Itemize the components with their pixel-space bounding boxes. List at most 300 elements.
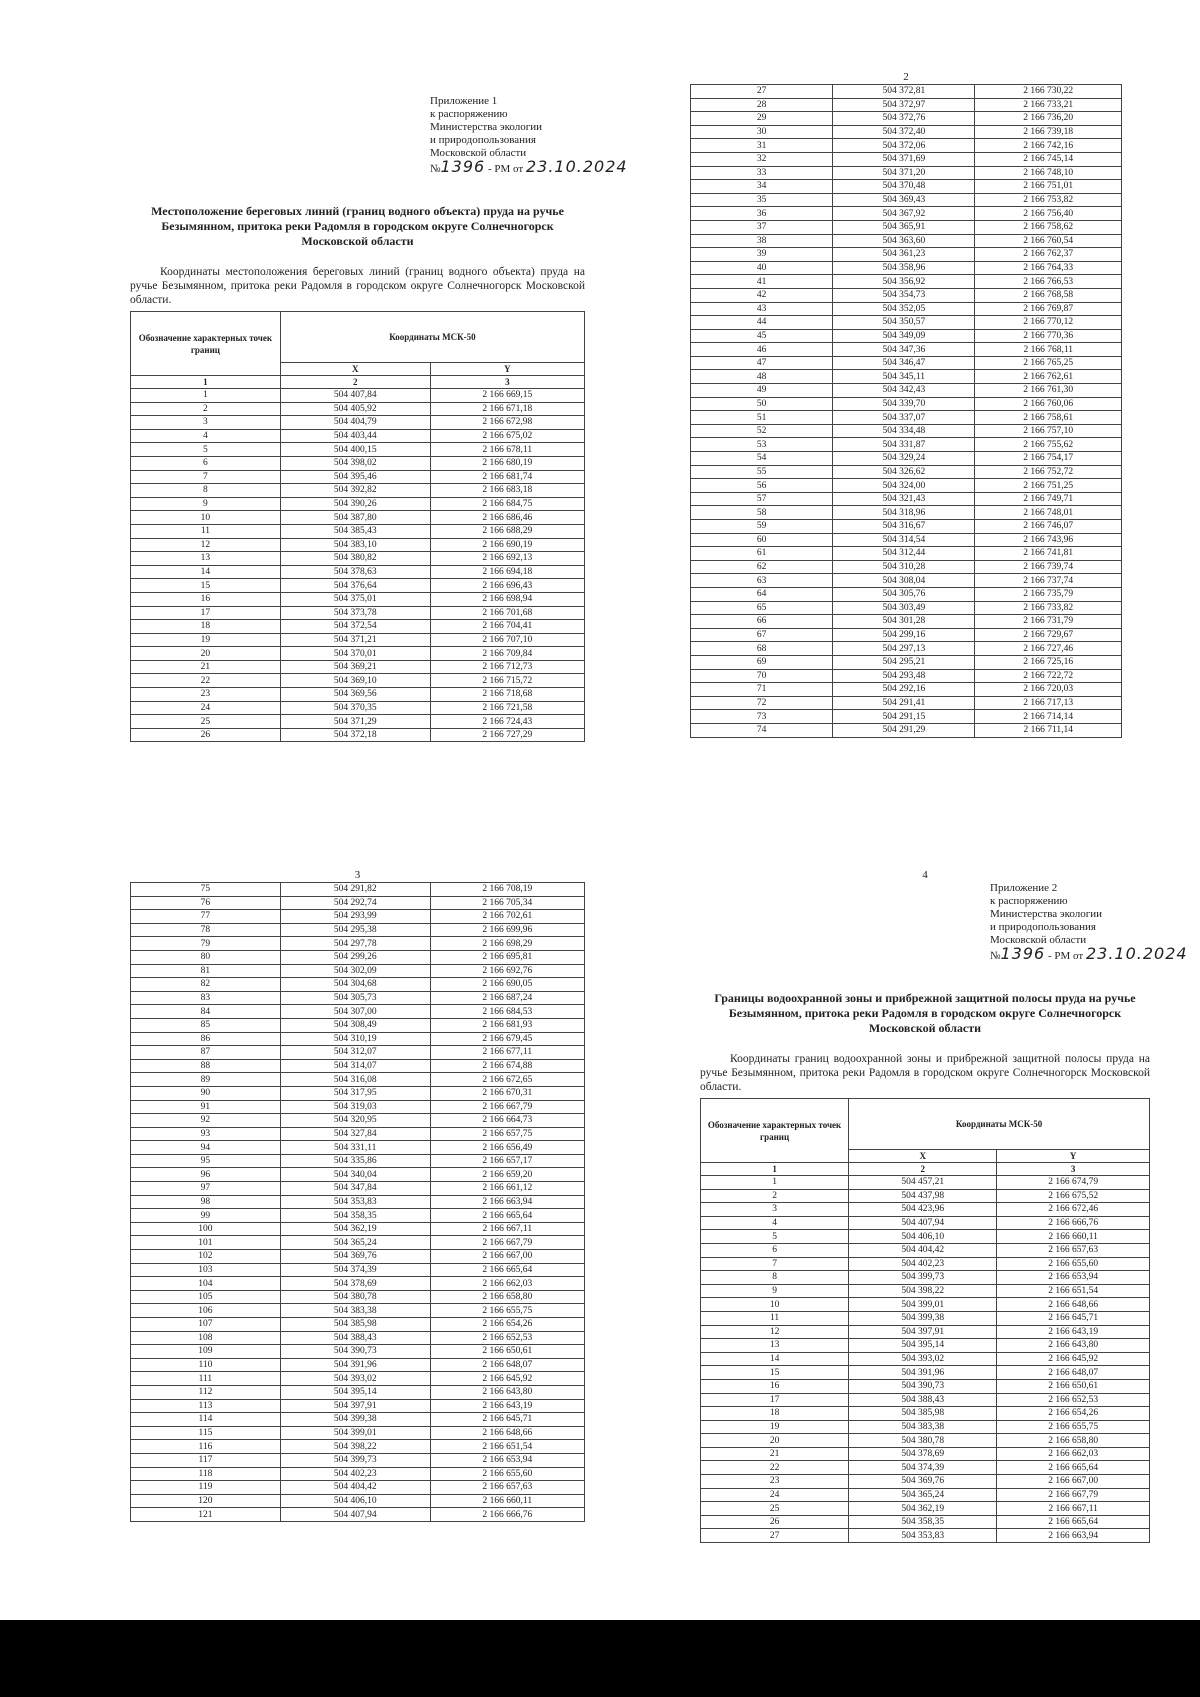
point-number-cell: 11 — [131, 524, 281, 538]
order-mid: - РМ от — [485, 163, 526, 175]
y-coordinate-cell: 2 166 665,64 — [430, 1263, 584, 1277]
x-coordinate-cell: 504 398,22 — [849, 1284, 997, 1298]
point-number-cell: 4 — [701, 1216, 849, 1230]
table-row — [691, 207, 1122, 221]
table-row — [131, 910, 585, 924]
x-coordinate-cell: 504 383,10 — [280, 538, 430, 552]
x-coordinate-cell: 504 399,38 — [280, 1413, 430, 1427]
x-coordinate-cell: 504 404,42 — [280, 1481, 430, 1495]
y-coordinate-cell: 2 166 688,29 — [430, 524, 584, 538]
x-coordinate-cell: 504 358,96 — [833, 261, 975, 275]
table-row — [691, 587, 1122, 601]
x-coordinate-cell: 504 407,94 — [280, 1508, 430, 1522]
y-coordinate-cell: 2 166 765,25 — [975, 356, 1122, 370]
x-coordinate-cell: 504 398,02 — [280, 456, 430, 470]
coordinates-table — [130, 882, 585, 1522]
x-coordinate-cell: 504 310,28 — [833, 560, 975, 574]
table-row — [701, 1298, 1150, 1312]
table-row — [131, 647, 585, 661]
table-row — [691, 85, 1122, 99]
x-coordinate-cell: 504 371,21 — [280, 633, 430, 647]
y-coordinate-cell: 2 166 684,75 — [430, 497, 584, 511]
y-coordinate-cell: 2 166 667,79 — [997, 1488, 1150, 1502]
y-coordinate-cell: 2 166 658,80 — [430, 1290, 584, 1304]
point-number-cell: 26 — [131, 728, 281, 742]
point-number-cell: 19 — [701, 1420, 849, 1434]
table-row — [691, 710, 1122, 724]
point-number-cell: 97 — [131, 1182, 281, 1196]
y-coordinate-cell: 2 166 684,53 — [430, 1005, 584, 1019]
point-number-cell: 83 — [131, 991, 281, 1005]
x-coordinate-cell: 504 369,21 — [280, 660, 430, 674]
point-number-cell: 74 — [691, 723, 833, 737]
table-row — [131, 1413, 585, 1427]
x-coordinate-cell: 504 307,00 — [280, 1005, 430, 1019]
table-row — [701, 1243, 1150, 1257]
x-coordinate-cell: 504 292,16 — [833, 683, 975, 697]
table-row — [691, 152, 1122, 166]
y-coordinate-cell: 2 166 760,06 — [975, 397, 1122, 411]
point-number-cell: 23 — [131, 688, 281, 702]
y-coordinate-cell: 2 166 762,61 — [975, 370, 1122, 384]
appendix-line: и природопользования — [990, 921, 1096, 933]
table-row — [131, 402, 585, 416]
table-row — [131, 1263, 585, 1277]
table-row — [701, 1284, 1150, 1298]
x-coordinate-cell: 504 362,19 — [849, 1502, 997, 1516]
table-row — [691, 411, 1122, 425]
y-coordinate-cell: 2 166 667,11 — [430, 1222, 584, 1236]
point-number-cell: 28 — [691, 98, 833, 112]
x-coordinate-cell: 504 385,43 — [280, 524, 430, 538]
point-number-cell: 108 — [131, 1331, 281, 1345]
x-coordinate-cell: 504 399,73 — [849, 1271, 997, 1285]
x-coordinate-cell: 504 423,96 — [849, 1203, 997, 1217]
table-row — [131, 1154, 585, 1168]
point-number-cell: 4 — [131, 429, 281, 443]
table-row — [691, 574, 1122, 588]
x-coordinate-cell: 504 385,98 — [280, 1318, 430, 1332]
point-number-cell: 29 — [691, 112, 833, 126]
col-header-point: Обозначение характерных точек границ — [701, 1099, 849, 1163]
y-coordinate-cell: 2 166 660,11 — [430, 1494, 584, 1508]
table-row — [701, 1176, 1150, 1190]
table-row — [131, 715, 585, 729]
point-number-cell: 101 — [131, 1236, 281, 1250]
point-number-cell: 21 — [131, 660, 281, 674]
page-4 — [700, 868, 1188, 1543]
intro-paragraph: Координаты местоположения береговых линий (границ водного объекта) пруда на ручье Безымянном, притока реки Радомля в городском округе Солнечногорск Московской области. — [130, 266, 585, 306]
col-number-2: 2 — [280, 376, 430, 389]
appendix-title: Приложение 1 — [430, 95, 498, 107]
x-coordinate-cell: 504 378,69 — [849, 1447, 997, 1461]
table-row — [701, 1325, 1150, 1339]
col-header-point: Обозначение характерных точек границ — [131, 312, 281, 376]
coordinates-table — [690, 84, 1122, 738]
y-coordinate-cell: 2 166 722,72 — [975, 669, 1122, 683]
x-coordinate-cell: 504 297,13 — [833, 642, 975, 656]
point-number-cell: 85 — [131, 1018, 281, 1032]
point-number-cell: 25 — [701, 1502, 849, 1516]
table-row — [701, 1420, 1150, 1434]
y-coordinate-cell: 2 166 675,02 — [430, 429, 584, 443]
table-row — [131, 978, 585, 992]
x-coordinate-cell: 504 374,39 — [849, 1461, 997, 1475]
table-row — [691, 139, 1122, 153]
table-row — [131, 1345, 585, 1359]
y-coordinate-cell: 2 166 677,11 — [430, 1046, 584, 1060]
table-row — [691, 465, 1122, 479]
point-number-cell: 98 — [131, 1195, 281, 1209]
point-number-cell: 34 — [691, 180, 833, 194]
point-number-cell: 31 — [691, 139, 833, 153]
y-coordinate-cell: 2 166 679,45 — [430, 1032, 584, 1046]
y-coordinate-cell: 2 166 758,62 — [975, 220, 1122, 234]
x-coordinate-cell: 504 392,82 — [280, 484, 430, 498]
table-row — [691, 166, 1122, 180]
x-coordinate-cell: 504 305,76 — [833, 587, 975, 601]
point-number-cell: 2 — [701, 1189, 849, 1203]
y-coordinate-cell: 2 166 690,05 — [430, 978, 584, 992]
point-number-cell: 1 — [701, 1176, 849, 1190]
y-coordinate-cell: 2 166 690,19 — [430, 538, 584, 552]
table-row — [691, 642, 1122, 656]
y-coordinate-cell: 2 166 648,07 — [997, 1366, 1150, 1380]
coordinates-table — [700, 1098, 1150, 1543]
x-coordinate-cell: 504 362,19 — [280, 1222, 430, 1236]
table-row — [131, 896, 585, 910]
y-coordinate-cell: 2 166 753,82 — [975, 193, 1122, 207]
x-coordinate-cell: 504 395,14 — [280, 1385, 430, 1399]
point-number-cell: 82 — [131, 978, 281, 992]
y-coordinate-cell: 2 166 769,87 — [975, 302, 1122, 316]
y-coordinate-cell: 2 166 666,76 — [430, 1508, 584, 1522]
point-number-cell: 7 — [701, 1257, 849, 1271]
y-coordinate-cell: 2 166 661,12 — [430, 1182, 584, 1196]
point-number-cell: 17 — [701, 1393, 849, 1407]
x-coordinate-cell: 504 337,07 — [833, 411, 975, 425]
table-row — [701, 1461, 1150, 1475]
point-number-cell: 40 — [691, 261, 833, 275]
table-row — [131, 579, 585, 593]
x-coordinate-cell: 504 407,84 — [280, 389, 430, 403]
col-header-y: Y — [997, 1150, 1150, 1163]
point-number-cell: 61 — [691, 547, 833, 561]
table-row — [131, 1304, 585, 1318]
x-coordinate-cell: 504 304,68 — [280, 978, 430, 992]
x-coordinate-cell: 504 374,39 — [280, 1263, 430, 1277]
x-coordinate-cell: 504 319,03 — [280, 1100, 430, 1114]
y-coordinate-cell: 2 166 650,61 — [430, 1345, 584, 1359]
table-row — [701, 1475, 1150, 1489]
y-coordinate-cell: 2 166 696,43 — [430, 579, 584, 593]
y-coordinate-cell: 2 166 748,01 — [975, 506, 1122, 520]
table-row — [691, 601, 1122, 615]
table-row — [131, 674, 585, 688]
y-coordinate-cell: 2 166 730,22 — [975, 85, 1122, 99]
x-coordinate-cell: 504 407,94 — [849, 1216, 997, 1230]
point-number-cell: 18 — [701, 1407, 849, 1421]
x-coordinate-cell: 504 397,91 — [280, 1399, 430, 1413]
point-number-cell: 16 — [701, 1379, 849, 1393]
intro-paragraph: Координаты границ водоохранной зоны и прибрежной защитной полосы пруда на ручье Безымянном, притока реки Радомля в городском округе Солнечногорск Московской области. — [700, 1053, 1150, 1093]
point-number-cell: 12 — [701, 1325, 849, 1339]
point-number-cell: 5 — [701, 1230, 849, 1244]
y-coordinate-cell: 2 166 766,53 — [975, 275, 1122, 289]
table-row — [691, 438, 1122, 452]
y-coordinate-cell: 2 166 672,46 — [997, 1203, 1150, 1217]
point-number-cell: 6 — [131, 456, 281, 470]
x-coordinate-cell: 504 334,48 — [833, 424, 975, 438]
col-number-1: 1 — [131, 376, 281, 389]
point-number-cell: 9 — [701, 1284, 849, 1298]
y-coordinate-cell: 2 166 725,16 — [975, 655, 1122, 669]
point-number-cell: 72 — [691, 696, 833, 710]
table-row — [701, 1434, 1150, 1448]
y-coordinate-cell: 2 166 662,03 — [997, 1447, 1150, 1461]
y-coordinate-cell: 2 166 666,76 — [997, 1216, 1150, 1230]
x-coordinate-cell: 504 326,62 — [833, 465, 975, 479]
x-coordinate-cell: 504 370,48 — [833, 180, 975, 194]
x-coordinate-cell: 504 301,28 — [833, 615, 975, 629]
table-row — [691, 356, 1122, 370]
y-coordinate-cell: 2 166 645,71 — [997, 1311, 1150, 1325]
point-number-cell: 24 — [131, 701, 281, 715]
table-row — [131, 1018, 585, 1032]
table-row — [131, 1114, 585, 1128]
x-coordinate-cell: 504 376,64 — [280, 579, 430, 593]
point-number-cell: 32 — [691, 152, 833, 166]
x-coordinate-cell: 504 295,38 — [280, 923, 430, 937]
point-number-cell: 8 — [701, 1271, 849, 1285]
table-row — [691, 370, 1122, 384]
y-coordinate-cell: 2 166 671,18 — [430, 402, 584, 416]
col-header-x: X — [849, 1150, 997, 1163]
y-coordinate-cell: 2 166 708,19 — [430, 883, 584, 897]
y-coordinate-cell: 2 166 665,64 — [997, 1461, 1150, 1475]
point-number-cell: 47 — [691, 356, 833, 370]
x-coordinate-cell: 504 385,98 — [849, 1407, 997, 1421]
x-coordinate-cell: 504 291,41 — [833, 696, 975, 710]
table-row — [131, 1141, 585, 1155]
x-coordinate-cell: 504 367,92 — [833, 207, 975, 221]
y-coordinate-cell: 2 166 686,46 — [430, 511, 584, 525]
x-coordinate-cell: 504 310,19 — [280, 1032, 430, 1046]
y-coordinate-cell: 2 166 746,07 — [975, 520, 1122, 534]
x-coordinate-cell: 504 402,23 — [849, 1257, 997, 1271]
x-coordinate-cell: 504 353,83 — [280, 1195, 430, 1209]
x-coordinate-cell: 504 393,02 — [849, 1352, 997, 1366]
y-coordinate-cell: 2 166 758,61 — [975, 411, 1122, 425]
point-number-cell: 53 — [691, 438, 833, 452]
table-row — [131, 1250, 585, 1264]
x-coordinate-cell: 504 369,43 — [833, 193, 975, 207]
table-row — [131, 565, 585, 579]
page-3 — [130, 868, 585, 1522]
table-row — [691, 125, 1122, 139]
point-number-cell: 102 — [131, 1250, 281, 1264]
y-coordinate-cell: 2 166 674,88 — [430, 1059, 584, 1073]
table-row — [131, 688, 585, 702]
x-coordinate-cell: 504 391,96 — [849, 1366, 997, 1380]
x-coordinate-cell: 504 291,15 — [833, 710, 975, 724]
x-coordinate-cell: 504 349,09 — [833, 329, 975, 343]
y-coordinate-cell: 2 166 643,80 — [430, 1385, 584, 1399]
y-coordinate-cell: 2 166 748,10 — [975, 166, 1122, 180]
table-row — [691, 261, 1122, 275]
x-coordinate-cell: 504 358,35 — [280, 1209, 430, 1223]
x-coordinate-cell: 504 404,42 — [849, 1243, 997, 1257]
point-number-cell: 38 — [691, 234, 833, 248]
x-coordinate-cell: 504 361,23 — [833, 248, 975, 262]
y-coordinate-cell: 2 166 733,82 — [975, 601, 1122, 615]
x-coordinate-cell: 504 371,20 — [833, 166, 975, 180]
point-number-cell: 115 — [131, 1426, 281, 1440]
table-row — [131, 1358, 585, 1372]
x-coordinate-cell: 504 397,91 — [849, 1325, 997, 1339]
table-row — [691, 506, 1122, 520]
y-coordinate-cell: 2 166 764,33 — [975, 261, 1122, 275]
table-row — [131, 456, 585, 470]
y-coordinate-cell: 2 166 667,11 — [997, 1502, 1150, 1516]
table-row — [131, 1222, 585, 1236]
table-row — [131, 1277, 585, 1291]
x-coordinate-cell: 504 372,97 — [833, 98, 975, 112]
point-number-cell: 63 — [691, 574, 833, 588]
x-coordinate-cell: 504 391,96 — [280, 1358, 430, 1372]
y-coordinate-cell: 2 166 761,30 — [975, 384, 1122, 398]
table-row — [131, 1372, 585, 1386]
y-coordinate-cell: 2 166 652,53 — [997, 1393, 1150, 1407]
point-number-cell: 19 — [131, 633, 281, 647]
y-coordinate-cell: 2 166 651,54 — [430, 1440, 584, 1454]
x-coordinate-cell: 504 327,84 — [280, 1127, 430, 1141]
x-coordinate-cell: 504 457,21 — [849, 1176, 997, 1190]
y-coordinate-cell: 2 166 715,72 — [430, 674, 584, 688]
appendix-line: Министерства экологии — [430, 121, 543, 133]
y-coordinate-cell: 2 166 760,54 — [975, 234, 1122, 248]
point-number-cell: 88 — [131, 1059, 281, 1073]
point-number-cell: 20 — [131, 647, 281, 661]
point-number-cell: 84 — [131, 1005, 281, 1019]
order-line — [430, 157, 628, 176]
table-body — [131, 389, 585, 742]
point-number-cell: 94 — [131, 1141, 281, 1155]
point-number-cell: 105 — [131, 1290, 281, 1304]
x-coordinate-cell: 504 372,18 — [280, 728, 430, 742]
x-coordinate-cell: 504 291,29 — [833, 723, 975, 737]
y-coordinate-cell: 2 166 645,92 — [997, 1352, 1150, 1366]
y-coordinate-cell: 2 166 721,58 — [430, 701, 584, 715]
point-number-cell: 24 — [701, 1488, 849, 1502]
order-mid: - РМ от — [1045, 950, 1086, 962]
point-number-cell: 33 — [691, 166, 833, 180]
table-row — [131, 1046, 585, 1060]
y-coordinate-cell: 2 166 653,94 — [997, 1271, 1150, 1285]
table-row — [131, 1426, 585, 1440]
order-date: 23.10.2024 — [1085, 944, 1188, 963]
appendix-line: к распоряжению — [990, 895, 1068, 907]
point-number-cell: 69 — [691, 655, 833, 669]
x-coordinate-cell: 504 393,02 — [280, 1372, 430, 1386]
table-row — [131, 1127, 585, 1141]
point-number-cell: 22 — [701, 1461, 849, 1475]
x-coordinate-cell: 504 406,10 — [849, 1230, 997, 1244]
point-number-cell: 16 — [131, 592, 281, 606]
y-coordinate-cell: 2 166 675,52 — [997, 1189, 1150, 1203]
point-number-cell: 23 — [701, 1475, 849, 1489]
point-number-cell: 86 — [131, 1032, 281, 1046]
point-number-cell: 49 — [691, 384, 833, 398]
y-coordinate-cell: 2 166 720,03 — [975, 683, 1122, 697]
table-row — [701, 1311, 1150, 1325]
table-row — [131, 443, 585, 457]
x-coordinate-cell: 504 403,44 — [280, 429, 430, 443]
table-body — [701, 1176, 1150, 1543]
table-row — [131, 991, 585, 1005]
x-coordinate-cell: 504 365,91 — [833, 220, 975, 234]
page-2 — [690, 70, 1122, 738]
table-row — [691, 384, 1122, 398]
y-coordinate-cell: 2 166 749,71 — [975, 492, 1122, 506]
y-coordinate-cell: 2 166 659,20 — [430, 1168, 584, 1182]
point-number-cell: 7 — [131, 470, 281, 484]
appendix-line: Министерства экологии — [990, 908, 1103, 920]
y-coordinate-cell: 2 166 664,73 — [430, 1114, 584, 1128]
table-row — [701, 1257, 1150, 1271]
y-coordinate-cell: 2 166 670,31 — [430, 1086, 584, 1100]
table-row — [691, 98, 1122, 112]
order-number: 1396 — [1000, 944, 1046, 963]
table-row — [701, 1488, 1150, 1502]
coordinates-table — [130, 311, 585, 742]
y-coordinate-cell: 2 166 714,14 — [975, 710, 1122, 724]
y-coordinate-cell: 2 166 745,14 — [975, 152, 1122, 166]
y-coordinate-cell: 2 166 752,72 — [975, 465, 1122, 479]
point-number-cell: 39 — [691, 248, 833, 262]
x-coordinate-cell: 504 406,10 — [280, 1494, 430, 1508]
point-number-cell: 8 — [131, 484, 281, 498]
page-1 — [130, 95, 628, 742]
y-coordinate-cell: 2 166 667,00 — [997, 1475, 1150, 1489]
y-coordinate-cell: 2 166 654,26 — [430, 1318, 584, 1332]
point-number-cell: 50 — [691, 397, 833, 411]
document-title: Границы водоохранной зоны и прибрежной защитной полосы пруда на ручье Безымянном, притока реки Радомля в городском округе Солнечногорск Московской области — [714, 991, 1136, 1035]
table-row — [691, 343, 1122, 357]
x-coordinate-cell: 504 378,69 — [280, 1277, 430, 1291]
table-row — [131, 1494, 585, 1508]
table-row — [131, 1209, 585, 1223]
table-row — [701, 1529, 1150, 1543]
point-number-cell: 99 — [131, 1209, 281, 1223]
y-coordinate-cell: 2 166 739,18 — [975, 125, 1122, 139]
y-coordinate-cell: 2 166 711,14 — [975, 723, 1122, 737]
y-coordinate-cell: 2 166 665,64 — [997, 1515, 1150, 1529]
x-coordinate-cell: 504 314,07 — [280, 1059, 430, 1073]
table-row — [131, 883, 585, 897]
y-coordinate-cell: 2 166 770,12 — [975, 316, 1122, 330]
y-coordinate-cell: 2 166 680,19 — [430, 456, 584, 470]
point-number-cell: 59 — [691, 520, 833, 534]
table-row — [701, 1407, 1150, 1421]
y-coordinate-cell: 2 166 651,54 — [997, 1284, 1150, 1298]
x-coordinate-cell: 504 352,05 — [833, 302, 975, 316]
col-number-2: 2 — [849, 1163, 997, 1176]
point-number-cell: 58 — [691, 506, 833, 520]
table-row — [131, 592, 585, 606]
x-coordinate-cell: 504 370,35 — [280, 701, 430, 715]
table-row — [131, 1100, 585, 1114]
